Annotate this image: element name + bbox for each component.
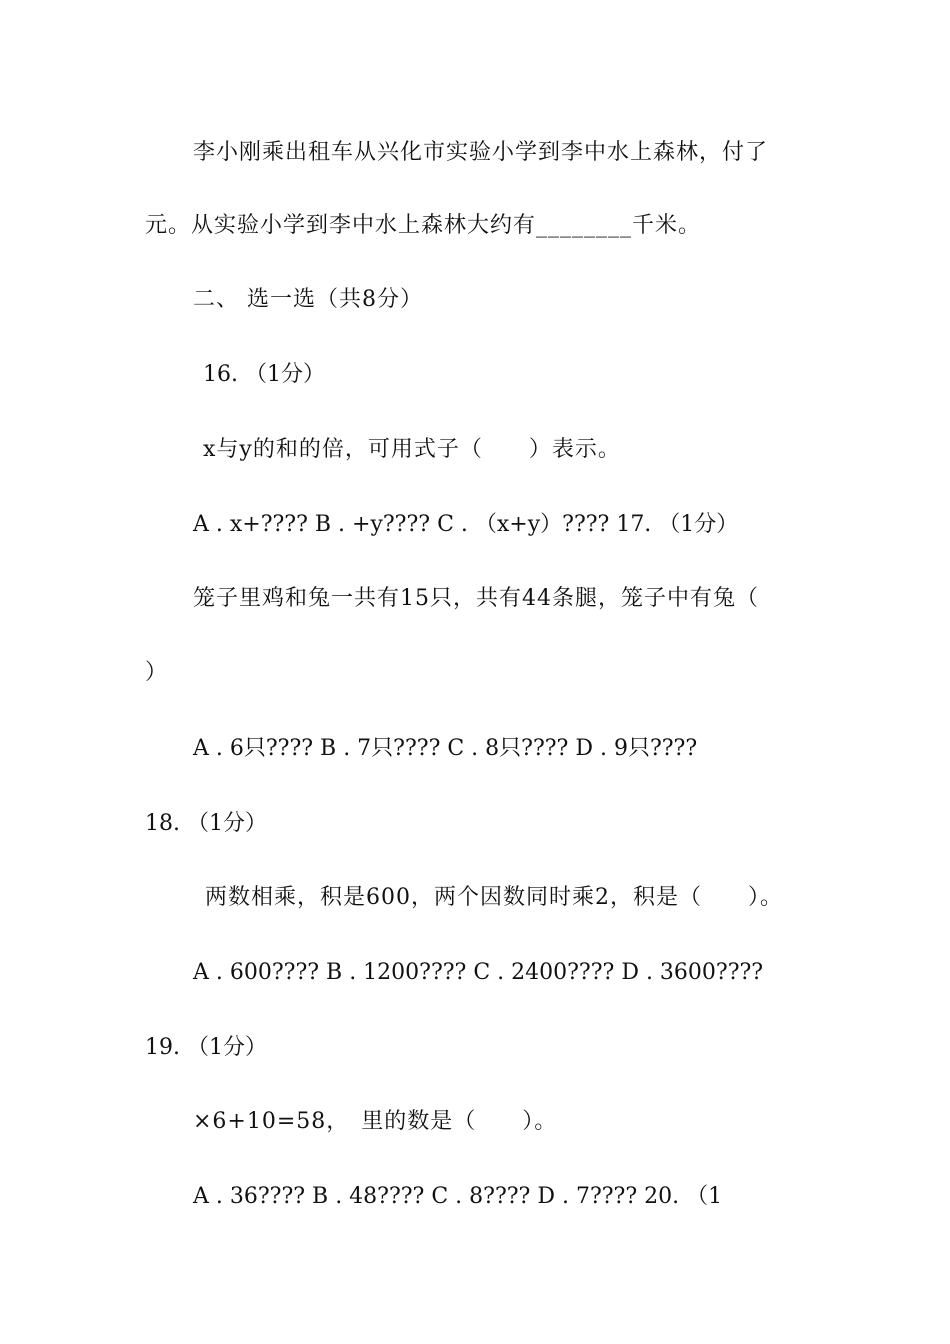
section-heading: 二、 选一选（共8分） xyxy=(193,287,423,312)
question-19-options: A . 36???? B . 48???? C . 8???? D . 7???? 20. （1 xyxy=(193,1184,723,1209)
question-18-number: 18. （1分） xyxy=(145,811,267,836)
question-18-text: 两数相乘，积是600，两个因数同时乘2，积是（ ）。 xyxy=(205,885,783,910)
question-15-text: 李小刚乘出租车从兴化市实验小学到李中水上森林，付了 xyxy=(193,140,769,165)
question-19-number: 19. （1分） xyxy=(145,1035,267,1060)
question-18-options: A . 600???? B . 1200???? C . 2400???? D . 3600???? xyxy=(193,960,764,985)
question-16-options: A . x+???? B . +y???? C . （x+y）???? 17. （1分） xyxy=(193,512,739,537)
question-17-text-continued: ） xyxy=(145,660,169,685)
question-17-options: A . 6只???? B . 7只???? C . 8只???? D . 9只???? xyxy=(193,736,698,761)
question-16-text: x与y的和的倍，可用式子（ ）表示。 xyxy=(203,437,621,462)
question-19-text: ×6+10=58， 里的数是（ ）。 xyxy=(193,1109,558,1134)
question-15-blank-line: 元。从实验小学到李中水上森林大约有________千米。 xyxy=(145,213,702,238)
question-17-text: 笼子里鸡和兔一共有15只，共有44条腿，笼子中有兔（ xyxy=(193,586,759,611)
question-16-number: 16. （1分） xyxy=(203,362,325,387)
